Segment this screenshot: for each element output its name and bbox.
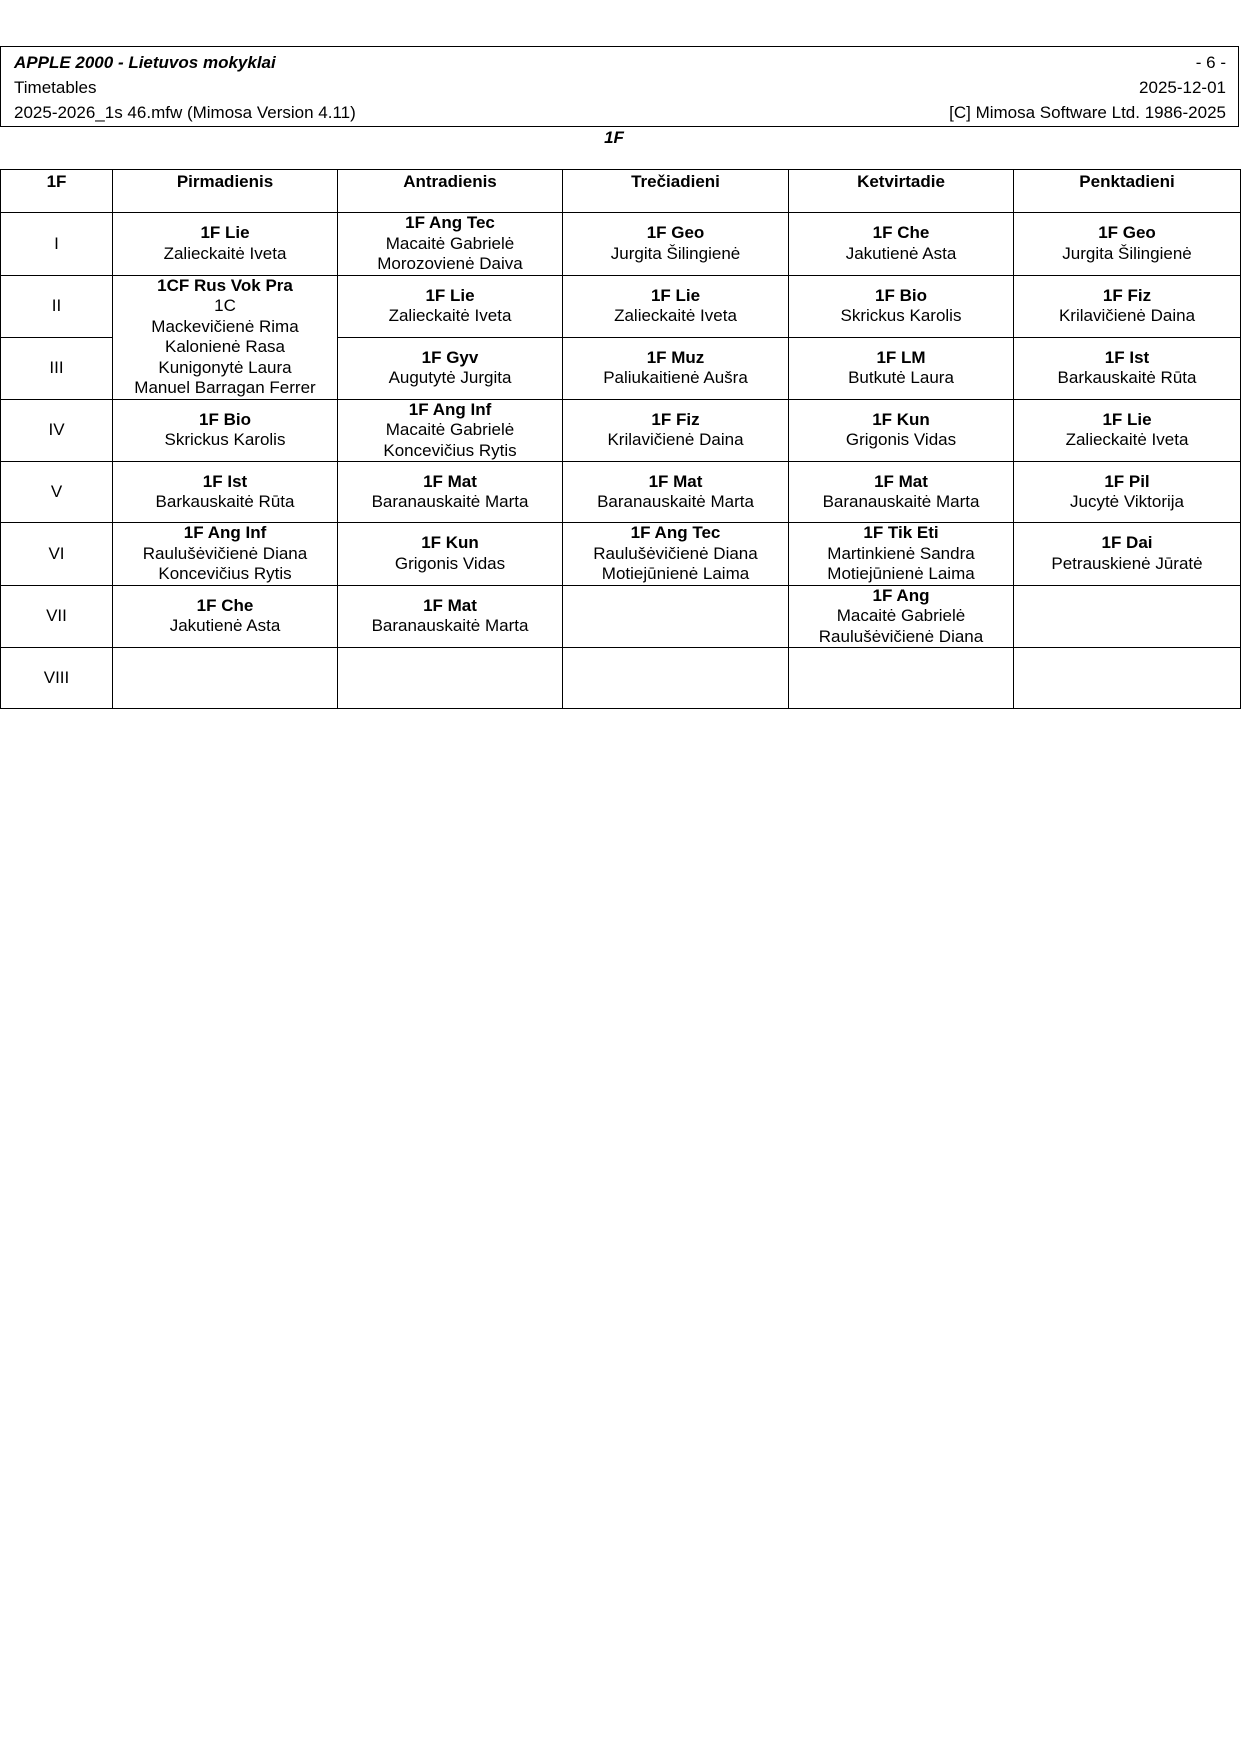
lesson-cell xyxy=(113,523,338,586)
empty-cell xyxy=(338,648,563,709)
lesson-subject: 1F Ang Tec xyxy=(405,213,495,232)
lesson-subject: 1F Pil xyxy=(1104,471,1150,491)
lesson-cell xyxy=(1014,275,1241,337)
timetable xyxy=(0,169,1241,709)
lesson-subject: 1CF Rus Vok Pra xyxy=(157,275,293,295)
lesson-cell xyxy=(1014,462,1241,523)
period-label: V xyxy=(1,462,113,523)
period-row xyxy=(1,275,1241,337)
period-label: VII xyxy=(1,585,113,648)
lesson-cell-double xyxy=(113,275,338,399)
lesson-teacher: Butkutė Laura xyxy=(848,368,954,387)
lesson-teacher: Grigonis Vidas xyxy=(845,430,957,450)
lesson-cell xyxy=(789,462,1014,523)
class-title: 1F xyxy=(604,128,624,147)
day-header: Trečiadieni xyxy=(563,170,789,213)
lesson-teacher: Macaitė Gabrielė xyxy=(385,420,515,439)
lesson-subject: 1F Bio xyxy=(875,285,927,305)
copyright: [C] Mimosa Software Ltd. 1986-2025 xyxy=(949,103,1226,122)
lesson-cell xyxy=(338,337,563,399)
lesson-cell xyxy=(113,462,338,523)
lesson-teacher: Skrickus Karolis xyxy=(840,306,962,325)
lesson-teacher: Manuel Barragan Ferrer xyxy=(134,378,316,397)
empty-cell xyxy=(563,648,789,709)
day-header: Ketvirtadie xyxy=(789,170,1014,213)
report-header xyxy=(0,46,1239,127)
lesson-teacher: Baranauskaitė Marta xyxy=(371,616,529,636)
lesson-teacher: Baranauskaitė Marta xyxy=(597,492,754,511)
lesson-teacher: Raulušėvičienė Diana xyxy=(593,543,758,563)
lesson-cell xyxy=(563,399,789,462)
lesson-subject: 1F Fiz xyxy=(1102,285,1152,305)
period-label: I xyxy=(1,213,113,276)
lesson-teacher: Barkauskaitė Rūta xyxy=(1057,368,1197,387)
lesson-subject: 1F Fiz xyxy=(651,409,700,429)
lesson-subject: 1F Geo xyxy=(1098,223,1156,243)
period-label: III xyxy=(1,337,113,399)
period-row xyxy=(1,462,1241,523)
lesson-teacher: Kalonienė Rasa xyxy=(164,337,286,356)
lesson-cell xyxy=(338,213,563,276)
lesson-subject: 1F LM xyxy=(876,347,926,367)
lesson-subject: 1F Kun xyxy=(872,409,930,429)
lesson-subject: 1F Bio xyxy=(199,409,251,429)
lesson-teacher: Raulušėvičienė Diana xyxy=(142,543,308,563)
lesson-teacher: Jurgita Šilingienė xyxy=(610,243,741,263)
lesson-cell xyxy=(338,523,563,586)
lesson-subject: 1F Gyv xyxy=(421,347,479,367)
lesson-subject: 1F Tik Eti xyxy=(863,523,939,542)
lesson-cell xyxy=(563,523,789,586)
school-name: APPLE 2000 - Lietuvos mokyklai xyxy=(14,53,276,72)
lesson-teacher: Barkauskaitė Rūta xyxy=(155,492,295,511)
lesson-subject: 1F Mat xyxy=(874,471,928,491)
lesson-teacher: Morozovienė Daiva xyxy=(377,254,523,273)
period-row xyxy=(1,523,1241,586)
lesson-subject: 1F Ang Inf xyxy=(183,523,267,542)
lesson-subject: 1F Lie xyxy=(425,285,475,305)
lesson-subject: 1F Lie xyxy=(650,285,701,305)
lesson-cell xyxy=(789,585,1014,648)
empty-cell xyxy=(1014,585,1241,648)
lesson-teacher: Zalieckaitė Iveta xyxy=(388,306,512,325)
period-row xyxy=(1,585,1241,648)
lesson-subject: 1F Ang Tec xyxy=(630,523,721,542)
corner-class-label: 1F xyxy=(1,170,113,213)
report-date: 2025-12-01 xyxy=(1139,78,1226,97)
lesson-subject: 1F Mat xyxy=(423,595,477,615)
lesson-teacher: Grigonis Vidas xyxy=(394,553,506,573)
day-header-row xyxy=(1,170,1241,213)
lesson-group: 1C xyxy=(214,296,236,315)
empty-cell xyxy=(113,648,338,709)
lesson-teacher: Motiejūnienė Laima xyxy=(601,564,750,583)
lesson-teacher: Krilavičienė Daina xyxy=(1058,306,1196,325)
lesson-teacher: Koncevičius Rytis xyxy=(158,564,292,583)
lesson-subject: 1F Kun xyxy=(421,533,479,553)
lesson-cell xyxy=(113,585,338,648)
period-row xyxy=(1,399,1241,462)
lesson-cell xyxy=(789,399,1014,462)
lesson-teacher: Zalieckaitė Iveta xyxy=(163,243,287,263)
lesson-cell xyxy=(789,213,1014,276)
lesson-cell xyxy=(113,399,338,462)
lesson-teacher: Macaitė Gabrielė xyxy=(385,233,515,253)
period-row xyxy=(1,213,1241,276)
period-label: IV xyxy=(1,399,113,462)
lesson-teacher: Motiejūnienė Laima xyxy=(827,564,975,583)
file-name: 2025-2026_1s 46.mfw (Mimosa Version 4.11) xyxy=(14,103,356,122)
lesson-teacher: Macaitė Gabrielė xyxy=(836,606,966,625)
empty-cell xyxy=(1014,648,1241,709)
lesson-cell xyxy=(1014,399,1241,462)
lesson-subject: 1F Muz xyxy=(646,347,705,367)
lesson-teacher: Raulušėvičienė Diana xyxy=(818,626,984,646)
lesson-teacher: Skrickus Karolis xyxy=(164,430,286,450)
lesson-teacher: Paliukaitienė Aušra xyxy=(603,368,748,387)
lesson-teacher: Petrauskienė Jūratė xyxy=(1051,553,1203,573)
lesson-teacher: Baranauskaitė Marta xyxy=(371,492,529,511)
empty-cell xyxy=(789,648,1014,709)
lesson-subject: 1F Ang xyxy=(872,585,930,605)
lesson-subject: 1F Lie xyxy=(1102,409,1152,429)
lesson-cell xyxy=(113,213,338,276)
lesson-cell xyxy=(789,275,1014,337)
lesson-subject: 1F Lie xyxy=(200,223,250,243)
lesson-teacher: Augutytė Jurgita xyxy=(388,368,512,387)
lesson-subject: 1F Mat xyxy=(423,471,477,491)
lesson-cell xyxy=(338,399,563,462)
day-header: Antradienis xyxy=(338,170,563,213)
lesson-cell xyxy=(563,275,789,337)
day-header: Pirmadienis xyxy=(113,170,338,213)
lesson-teacher: Mackevičienė Rima xyxy=(151,316,299,336)
period-label: VIII xyxy=(1,648,113,709)
day-header: Penktadieni xyxy=(1014,170,1241,213)
period-row xyxy=(1,648,1241,709)
lesson-teacher: Jurgita Šilingienė xyxy=(1062,243,1192,263)
lesson-teacher: Kunigonytė Laura xyxy=(158,357,292,377)
period-label: VI xyxy=(1,523,113,586)
empty-cell xyxy=(563,585,789,648)
lesson-cell xyxy=(789,523,1014,586)
lesson-cell xyxy=(563,213,789,276)
lesson-teacher: Koncevičius Rytis xyxy=(383,440,517,460)
lesson-cell xyxy=(1014,213,1241,276)
lesson-teacher: Krilavičienė Daina xyxy=(607,430,744,450)
lesson-subject: 1F Dai xyxy=(1101,533,1153,553)
lesson-cell xyxy=(563,337,789,399)
lesson-subject: 1F Ang Inf xyxy=(408,399,492,419)
report-type: Timetables xyxy=(14,78,97,97)
lesson-cell xyxy=(338,585,563,648)
lesson-teacher: Martinkienė Sandra xyxy=(827,543,975,563)
lesson-cell xyxy=(1014,337,1241,399)
lesson-cell xyxy=(338,462,563,523)
lesson-teacher: Jucytė Viktorija xyxy=(1069,492,1184,511)
lesson-subject: 1F Che xyxy=(872,223,930,243)
lesson-subject: 1F Che xyxy=(196,595,254,615)
lesson-subject: 1F Ist xyxy=(1104,347,1150,367)
lesson-teacher: Jakutienė Asta xyxy=(845,243,957,263)
lesson-teacher: Baranauskaitė Marta xyxy=(822,492,980,511)
period-label: II xyxy=(1,275,113,337)
page-number: - 6 - xyxy=(1195,53,1226,72)
lesson-cell xyxy=(563,462,789,523)
lesson-cell xyxy=(789,337,1014,399)
lesson-subject: 1F Mat xyxy=(648,471,703,491)
lesson-cell xyxy=(1014,523,1241,586)
lesson-cell xyxy=(338,275,563,337)
lesson-teacher: Zalieckaitė Iveta xyxy=(1065,430,1189,450)
lesson-subject: 1F Ist xyxy=(202,471,248,491)
lesson-subject: 1F Geo xyxy=(646,223,705,243)
lesson-teacher: Jakutienė Asta xyxy=(169,616,281,636)
lesson-teacher: Zalieckaitė Iveta xyxy=(614,306,737,325)
